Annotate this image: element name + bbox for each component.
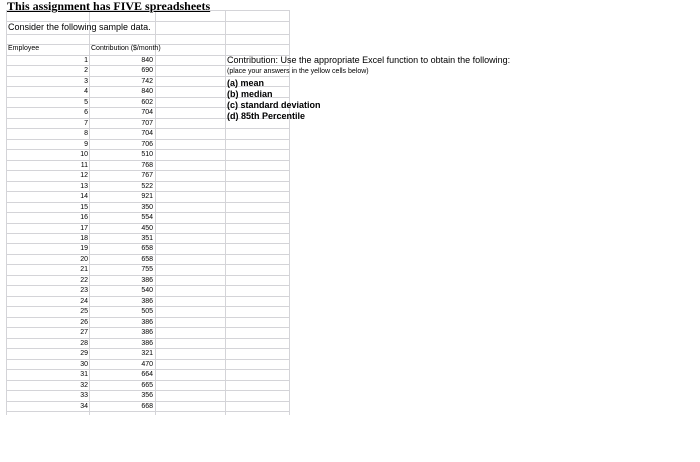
contribution-cell[interactable]: 540 <box>141 287 153 294</box>
contribution-cell[interactable]: 351 <box>141 235 153 242</box>
employee-cell[interactable]: 21 <box>80 266 88 273</box>
column-gridline <box>225 10 226 415</box>
contribution-cell[interactable]: 706 <box>141 141 153 148</box>
row-gridline <box>6 317 289 318</box>
row-gridline <box>6 401 289 402</box>
employee-cell[interactable]: 13 <box>80 183 88 190</box>
row-gridline <box>6 390 289 391</box>
employee-cell[interactable]: 31 <box>80 371 88 378</box>
row-gridline <box>6 34 289 35</box>
row-gridline <box>6 264 289 265</box>
row-gridline <box>6 327 289 328</box>
employee-cell[interactable]: 17 <box>80 225 88 232</box>
employee-cell[interactable]: 27 <box>80 329 88 336</box>
contribution-cell[interactable]: 554 <box>141 214 153 221</box>
employee-cell[interactable]: 29 <box>80 350 88 357</box>
contribution-cell[interactable]: 386 <box>141 277 153 284</box>
row-gridline <box>6 191 289 192</box>
employee-cell[interactable]: 4 <box>84 88 88 95</box>
employee-cell[interactable]: 10 <box>80 151 88 158</box>
contribution-cell[interactable]: 522 <box>141 183 153 190</box>
contribution-cell[interactable]: 350 <box>141 204 153 211</box>
task-85th-percentile: (d) 85th Percentile <box>227 111 306 121</box>
employee-cell[interactable]: 5 <box>84 99 88 106</box>
employee-cell[interactable]: 22 <box>80 277 88 284</box>
contribution-cell[interactable]: 921 <box>141 193 153 200</box>
row-gridline <box>6 243 289 244</box>
contribution-cell[interactable]: 840 <box>141 88 153 95</box>
employee-cell[interactable]: 23 <box>80 287 88 294</box>
row-gridline <box>6 285 289 286</box>
employee-cell[interactable]: 12 <box>80 172 88 179</box>
contribution-cell[interactable]: 768 <box>141 162 153 169</box>
employee-cell[interactable]: 1 <box>84 57 88 64</box>
contribution-cell[interactable]: 840 <box>141 57 153 64</box>
row-gridline <box>6 65 289 66</box>
instructions-sub: (place your answers in the yellow cells below) <box>227 68 369 75</box>
row-gridline <box>6 306 289 307</box>
row-gridline <box>6 212 289 213</box>
contribution-cell[interactable]: 356 <box>141 392 153 399</box>
column-gridline <box>155 10 156 415</box>
row-gridline <box>6 139 289 140</box>
contribution-cell[interactable]: 450 <box>141 225 153 232</box>
row-gridline <box>6 359 289 360</box>
contribution-cell[interactable]: 690 <box>141 67 153 74</box>
row-gridline <box>6 149 289 150</box>
employee-column-header[interactable]: Employee <box>8 45 40 52</box>
contribution-cell[interactable]: 755 <box>141 266 153 273</box>
row-gridline <box>6 380 289 381</box>
column-gridline <box>89 10 90 415</box>
employee-cell[interactable]: 28 <box>80 340 88 347</box>
contribution-cell[interactable]: 658 <box>141 245 153 252</box>
contribution-cell[interactable]: 704 <box>141 109 153 116</box>
employee-cell[interactable]: 6 <box>84 109 88 116</box>
contribution-cell[interactable]: 386 <box>141 340 153 347</box>
instructions-main: Contribution: Use the appropriate Excel function to obtain the following: <box>227 55 511 65</box>
contribution-cell[interactable]: 602 <box>141 99 153 106</box>
row-gridline <box>6 275 289 276</box>
row-gridline <box>6 233 289 234</box>
contribution-cell[interactable]: 704 <box>141 130 153 137</box>
row-gridline <box>6 170 289 171</box>
contribution-cell[interactable]: 767 <box>141 172 153 179</box>
employee-cell[interactable]: 24 <box>80 298 88 305</box>
employee-cell[interactable]: 30 <box>80 361 88 368</box>
employee-cell[interactable]: 15 <box>80 204 88 211</box>
employee-cell[interactable]: 8 <box>84 130 88 137</box>
contribution-cell[interactable]: 658 <box>141 256 153 263</box>
employee-cell[interactable]: 14 <box>80 193 88 200</box>
assignment-title: This assignment has FIVE spreadsheets <box>7 0 211 13</box>
row-gridline <box>6 296 289 297</box>
contribution-cell[interactable]: 664 <box>141 371 153 378</box>
employee-cell[interactable]: 20 <box>80 256 88 263</box>
employee-cell[interactable]: 7 <box>84 120 88 127</box>
row-gridline <box>6 160 289 161</box>
employee-cell[interactable]: 34 <box>80 403 88 410</box>
contribution-cell[interactable]: 386 <box>141 329 153 336</box>
contribution-cell[interactable]: 742 <box>141 78 153 85</box>
contribution-cell[interactable]: 510 <box>141 151 153 158</box>
contribution-cell[interactable]: 386 <box>141 319 153 326</box>
employee-cell[interactable]: 16 <box>80 214 88 221</box>
row-gridline <box>6 202 289 203</box>
row-gridline <box>6 348 289 349</box>
employee-cell[interactable]: 2 <box>84 67 88 74</box>
contribution-cell[interactable]: 470 <box>141 361 153 368</box>
employee-cell[interactable]: 32 <box>80 382 88 389</box>
contribution-cell[interactable]: 668 <box>141 403 153 410</box>
employee-cell[interactable]: 26 <box>80 319 88 326</box>
intro-text: Consider the following sample data. <box>8 22 151 32</box>
contribution-cell[interactable]: 665 <box>141 382 153 389</box>
employee-cell[interactable]: 18 <box>80 235 88 242</box>
employee-cell[interactable]: 25 <box>80 308 88 315</box>
row-gridline <box>6 128 289 129</box>
row-gridline <box>6 223 289 224</box>
contribution-cell[interactable]: 505 <box>141 308 153 315</box>
employee-cell[interactable]: 33 <box>80 392 88 399</box>
contribution-column-header[interactable]: Contribution ($/month) <box>91 45 161 52</box>
task-median: (b) median <box>227 89 273 99</box>
row-gridline <box>6 76 289 77</box>
row-gridline <box>6 411 289 412</box>
row-gridline <box>6 338 289 339</box>
task-mean: (a) mean <box>227 78 265 88</box>
row-gridline <box>6 369 289 370</box>
task-standard-deviation: (c) standard deviation <box>227 100 321 110</box>
row-gridline <box>6 181 289 182</box>
employee-cell[interactable]: 11 <box>80 162 88 169</box>
employee-cell[interactable]: 19 <box>80 245 88 252</box>
employee-cell[interactable]: 9 <box>84 141 88 148</box>
contribution-cell[interactable]: 707 <box>141 120 153 127</box>
contribution-cell[interactable]: 321 <box>141 350 153 357</box>
contribution-cell[interactable]: 386 <box>141 298 153 305</box>
employee-cell[interactable]: 3 <box>84 78 88 85</box>
column-gridline <box>6 10 7 415</box>
row-gridline <box>6 254 289 255</box>
